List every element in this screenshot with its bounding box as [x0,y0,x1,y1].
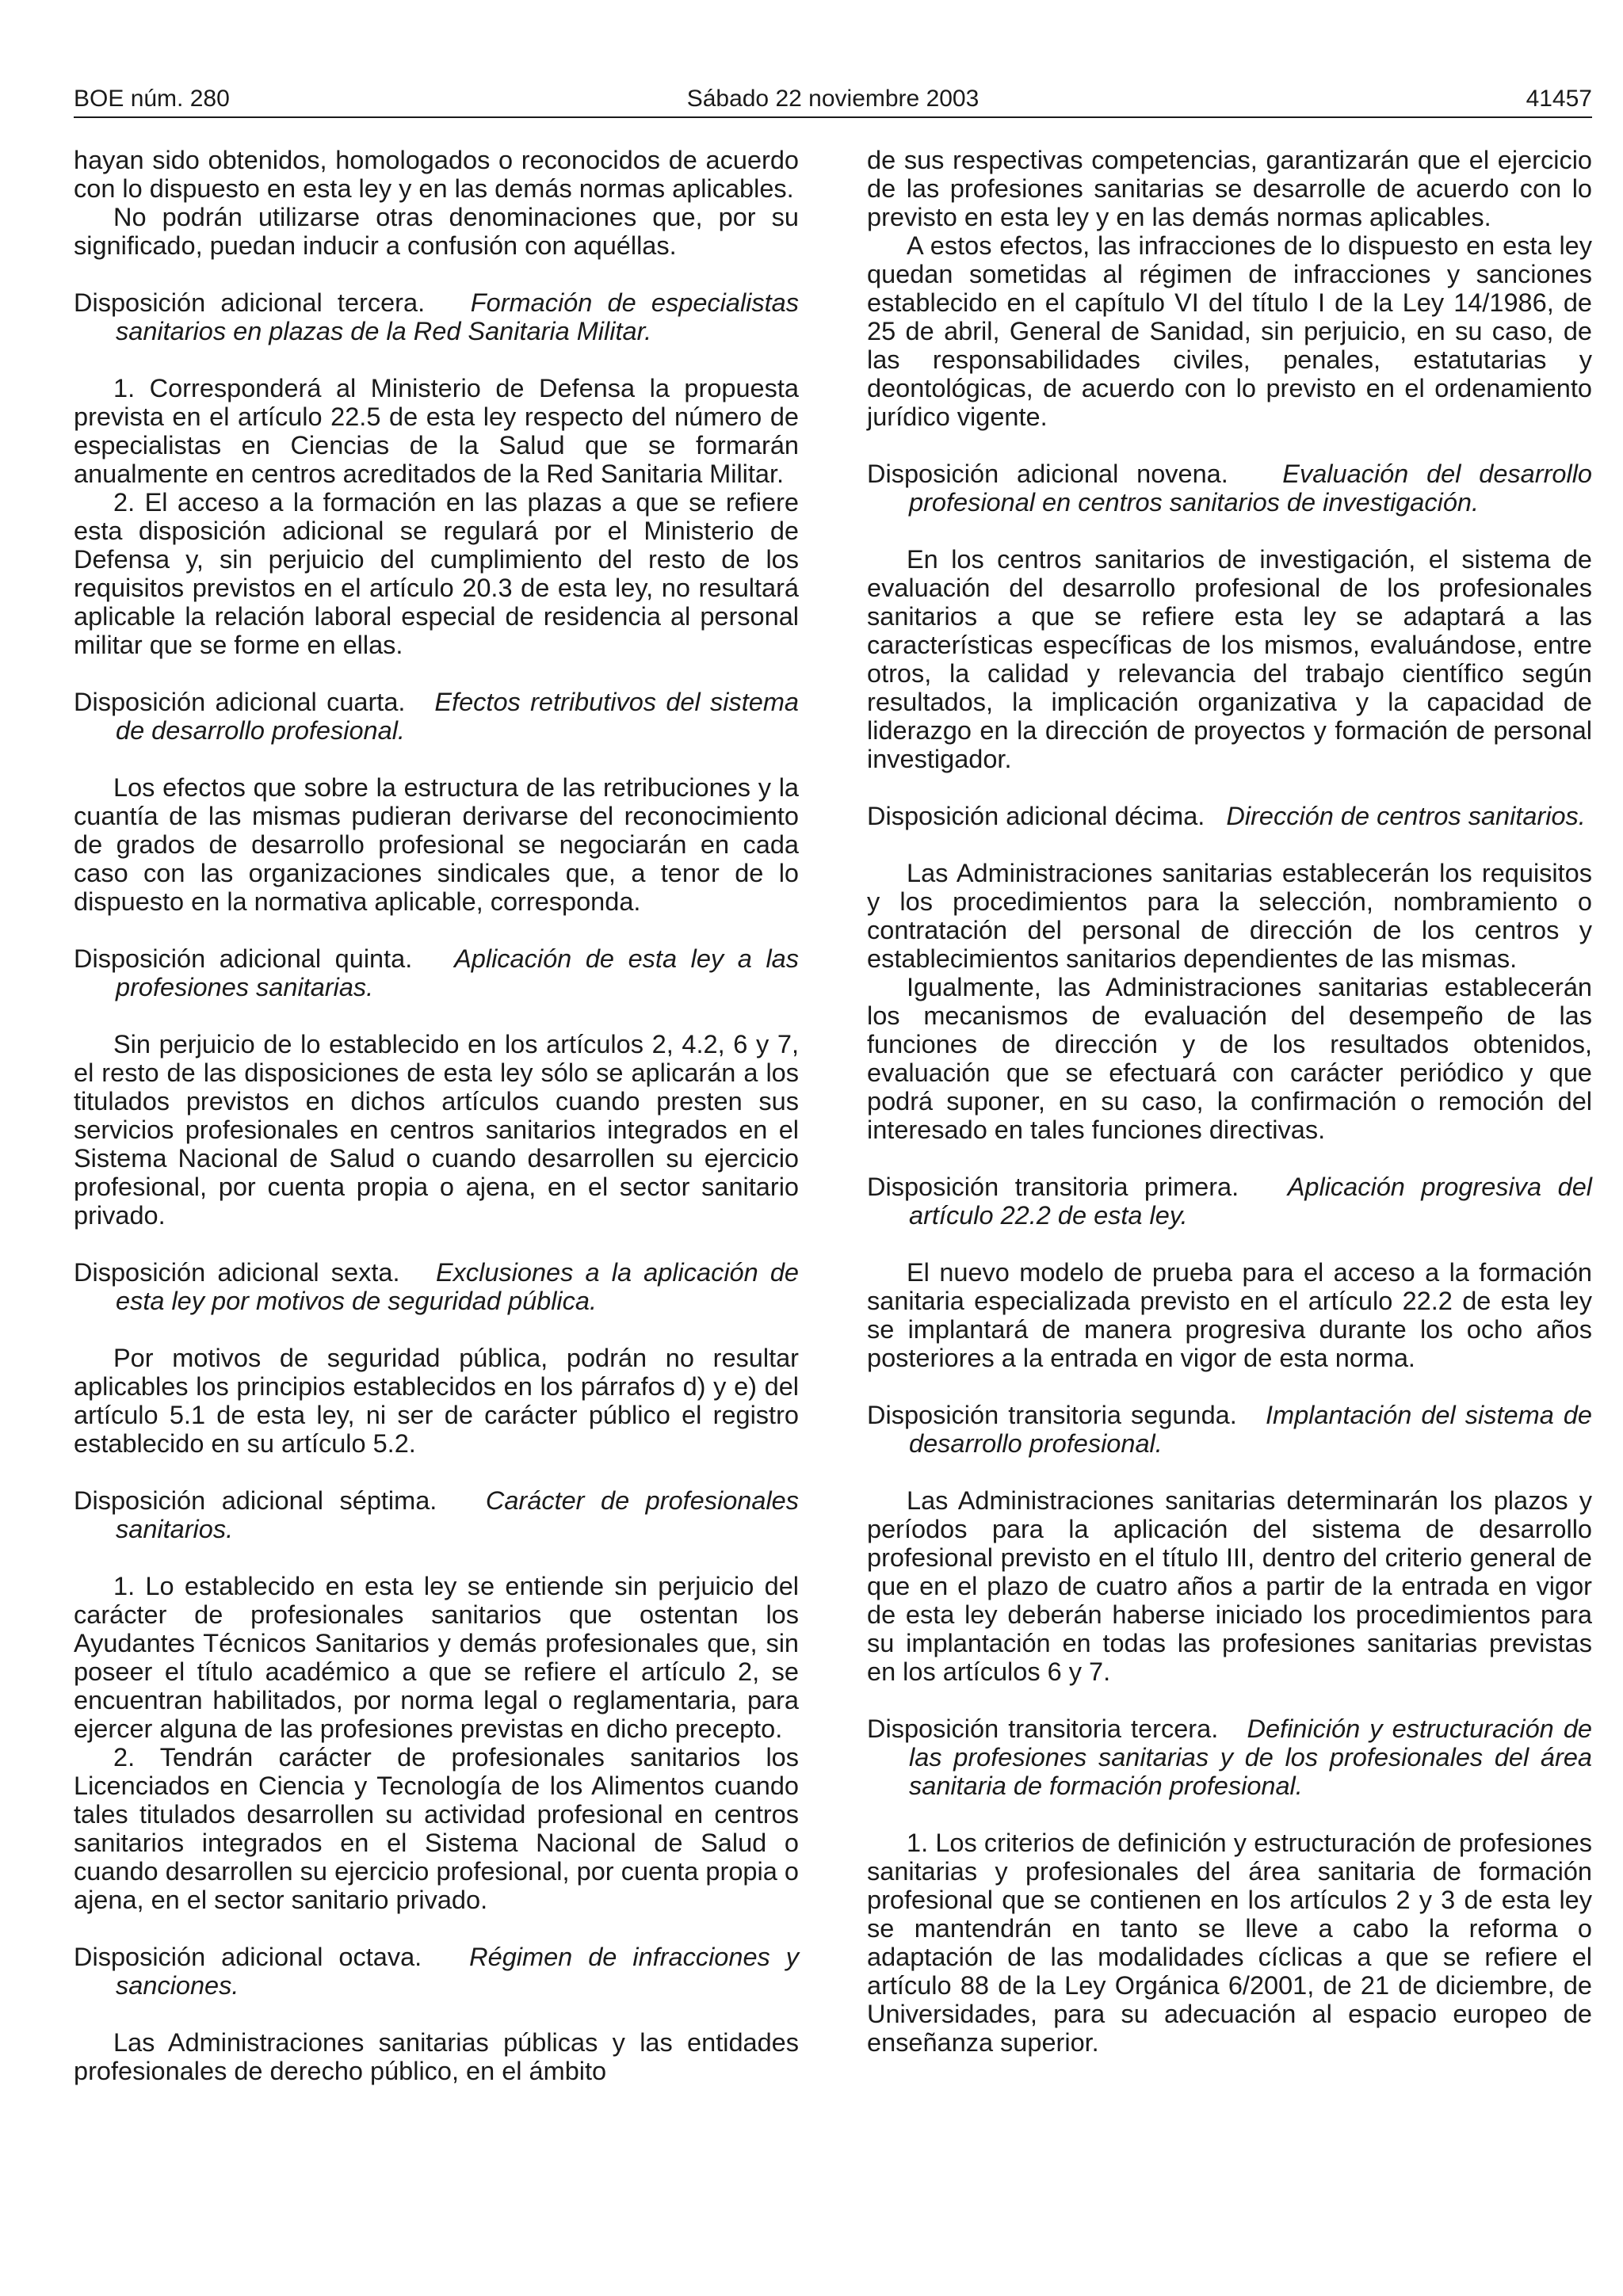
page-number: 41457 [1526,86,1592,112]
body-paragraph: 1. Los criterios de definición y estructuración de profesiones sanitarias y profesionales del área sanitaria de formación profesional que se contienen en los artículos 2 y 3 de esta ley se mantendrán en tanto se lleve a cabo la reforma o adaptación de las modalidades cíclicas a que se refiere el artículo 88 de la Ley Orgánica 6/2001, de 21 de diciembre, de Universidades, para su adecuación al espacio europeo de enseñanza superior. [867,1829,1592,2057]
heading-label: Disposición adicional séptima. [74,1486,437,1515]
heading-title: Dirección de centros sanitarios. [1226,802,1586,830]
body-paragraph: de sus respectivas competencias, garantizarán que el ejercicio de las profesiones sanitarias se desarrolle de acuerdo con lo previsto en esta ley y en las demás normas aplicables. [867,146,1592,231]
heading-label: Disposición adicional sexta. [74,1258,400,1287]
heading-label: Disposición adicional cuarta. [74,688,406,716]
heading-title: Régimen de infracciones y sanciones. [116,1943,799,2000]
heading-label: Disposición adicional tercera. [74,288,426,317]
body-paragraph: Los efectos que sobre la estructura de las retribuciones y la cuantía de las mismas pudieran derivarse del reconocimiento de grados de desarrollo profesional se negociarán en cada caso con las organizaciones sindicales que, a tenor de lo dispuesto en la normativa aplicable, corresponda. [74,773,799,916]
publication-number: BOE núm. 280 [74,86,230,112]
body-paragraph: Igualmente, las Administraciones sanitarias establecerán los mecanismos de evaluación del desempeño de las funciones de dirección y de los resultados obtenidos, evaluación que se efectuará con carácter periódico y que podrá suponer, en su caso, la confirmación o remoción del interesado en tales funciones directivas. [867,973,1592,1144]
heading-label: Disposición adicional quinta. [74,944,413,973]
heading-title: Implantación del sistema de desarrollo profesional. [909,1401,1592,1458]
section-heading [74,1258,799,1315]
right-column [867,146,1592,2057]
page-header [74,82,1592,118]
heading-title: Efectos retributivos del sistema de desarrollo profesional. [116,688,799,745]
heading-label: Disposición transitoria tercera. [867,1714,1219,1743]
heading-label: Disposición transitoria primera. [867,1173,1239,1201]
body-paragraph: Sin perjuicio de lo establecido en los artículos 2, 4.2, 6 y 7, el resto de las disposiciones de esta ley sólo se aplicarán a los titulados previstos en dichos artículos cuando presten sus servicios profesionales en centros sanitarios integrados en el Sistema Nacional de Salud o cuando desarrollen su ejercicio profesional, por cuenta propia o ajena, en el sector sanitario privado. [74,1030,799,1230]
body-paragraph: Las Administraciones sanitarias establecerán los requisitos y los procedimientos para la selección, nombramiento o contratación del personal de dirección de los centros y establecimientos sanitarios dependientes de las mismas. [867,859,1592,973]
section-heading [74,944,799,1001]
body-paragraph: 1. Corresponderá al Ministerio de Defensa la propuesta prevista en el artículo 22.5 de esta ley respecto del número de especialistas en Ciencias de la Salud que se formarán anualmente en centros acreditados de la Red Sanitaria Militar. [74,374,799,488]
heading-label: Disposición adicional octava. [74,1943,422,1971]
section-heading [74,1943,799,2000]
body-paragraph: No podrán utilizarse otras denominaciones que, por su significado, puedan inducir a confusión con aquéllas. [74,203,799,260]
heading-title: Carácter de profesionales sanitarios. [116,1486,799,1543]
section-heading [74,1486,799,1543]
body-paragraph: Las Administraciones sanitarias determinarán los plazos y períodos para la aplicación del sistema de desarrollo profesional previsto en el título III, dentro del criterio general de que en el plazo de cuatro años a partir de la entrada en vigor de esta ley deberán haberse iniciado los procedimientos para su implantación en todas las profesiones sanitarias previstas en los artículos 6 y 7. [867,1486,1592,1686]
section-heading [867,1401,1592,1458]
body-paragraph: Las Administraciones sanitarias públicas y las entidades profesionales de derecho público, en el ámbito [74,2028,799,2085]
body-paragraph: En los centros sanitarios de investigación, el sistema de evaluación del desarrollo profesional de los profesionales sanitarios a que se refiere esta ley se adaptará a las características específicas de los mismos, evaluándose, entre otros, la calidad y relevancia del trabajo científico según resultados, la implicación organizativa y la capacidad de liderazgo en la dirección de proyectos y formación de personal investigador. [867,545,1592,773]
left-column [74,146,799,2085]
section-heading [74,688,799,745]
publication-date: Sábado 22 noviembre 2003 [686,86,980,112]
heading-title: Exclusiones a la aplicación de esta ley por motivos de seguridad pública. [116,1258,800,1315]
section-heading [867,1173,1592,1230]
body-paragraph: Por motivos de seguridad pública, podrán no resultar aplicables los principios establecidos en los párrafos d) y e) del artículo 5.1 de esta ley, ni ser de carácter público el registro establecido en su artículo 5.2. [74,1344,799,1458]
section-heading [867,802,1592,830]
heading-title: Formación de especialistas sanitarios en plazas de la Red Sanitaria Militar. [116,288,799,345]
heading-title: Evaluación del desarrollo profesional en centros sanitarios de investigación. [909,460,1592,517]
body-paragraph: El nuevo modelo de prueba para el acceso a la formación sanitaria especializada previsto en el artículo 22.2 de esta ley se implantará de manera progresiva durante los ocho años posteriores a la entrada en vigor de esta norma. [867,1258,1592,1372]
heading-label: Disposición adicional novena. [867,460,1228,488]
body-paragraph: 2. El acceso a la formación en las plazas a que se refiere esta disposición adicional se regulará por el Ministerio de Defensa y, sin perjuicio del cumplimiento del resto de los requisitos previstos en el artículo 20.3 de esta ley, no resultará aplicable la relación laboral especial de residencia al personal militar que se forme en ellas. [74,488,799,659]
section-heading [867,1714,1592,1800]
body-paragraph: 1. Lo establecido en esta ley se entiende sin perjuicio del carácter de profesionales sanitarios que ostentan los Ayudantes Técnicos Sanitarios y demás profesionales que, sin poseer el título académico a que se refiere el artículo 2, se encuentran habilitados, por norma legal o reglamentaria, para ejercer alguna de las profesiones previstas en dicho precepto. [74,1572,799,1743]
body-paragraph: hayan sido obtenidos, homologados o reconocidos de acuerdo con lo dispuesto en esta ley y en las demás normas aplicables. [74,146,799,203]
section-heading [74,288,799,345]
heading-title: Aplicación progresiva del artículo 22.2 de esta ley. [909,1173,1592,1230]
heading-label: Disposición adicional décima. [867,802,1205,830]
heading-label: Disposición transitoria segunda. [867,1401,1237,1429]
body-paragraph: 2. Tendrán carácter de profesionales sanitarios los Licenciados en Ciencia y Tecnología de los Alimentos cuando tales titulados desarrollen su actividad profesional en centros sanitarios integrados en el Sistema Nacional de Salud o cuando desarrollen su ejercicio profesional, por cuenta propia o ajena, en el sector sanitario privado. [74,1743,799,1914]
heading-title: Definición y estructuración de las profesiones sanitarias y de los profesionales del área sanitaria de formación profesional. [909,1714,1592,1800]
section-heading [867,460,1592,517]
heading-title: Aplicación de esta ley a las profesiones sanitarias. [116,944,800,1001]
body-paragraph: A estos efectos, las infracciones de lo dispuesto en esta ley quedan sometidas al régimen de infracciones y sanciones establecido en el capítulo VI del título I de la Ley 14/1986, de 25 de abril, General de Sanidad, sin perjuicio, en su caso, de las responsabilidades civiles, penales, estatutarias y deontológicas, de acuerdo con lo previsto en el ordenamiento jurídico vigente. [867,231,1592,431]
